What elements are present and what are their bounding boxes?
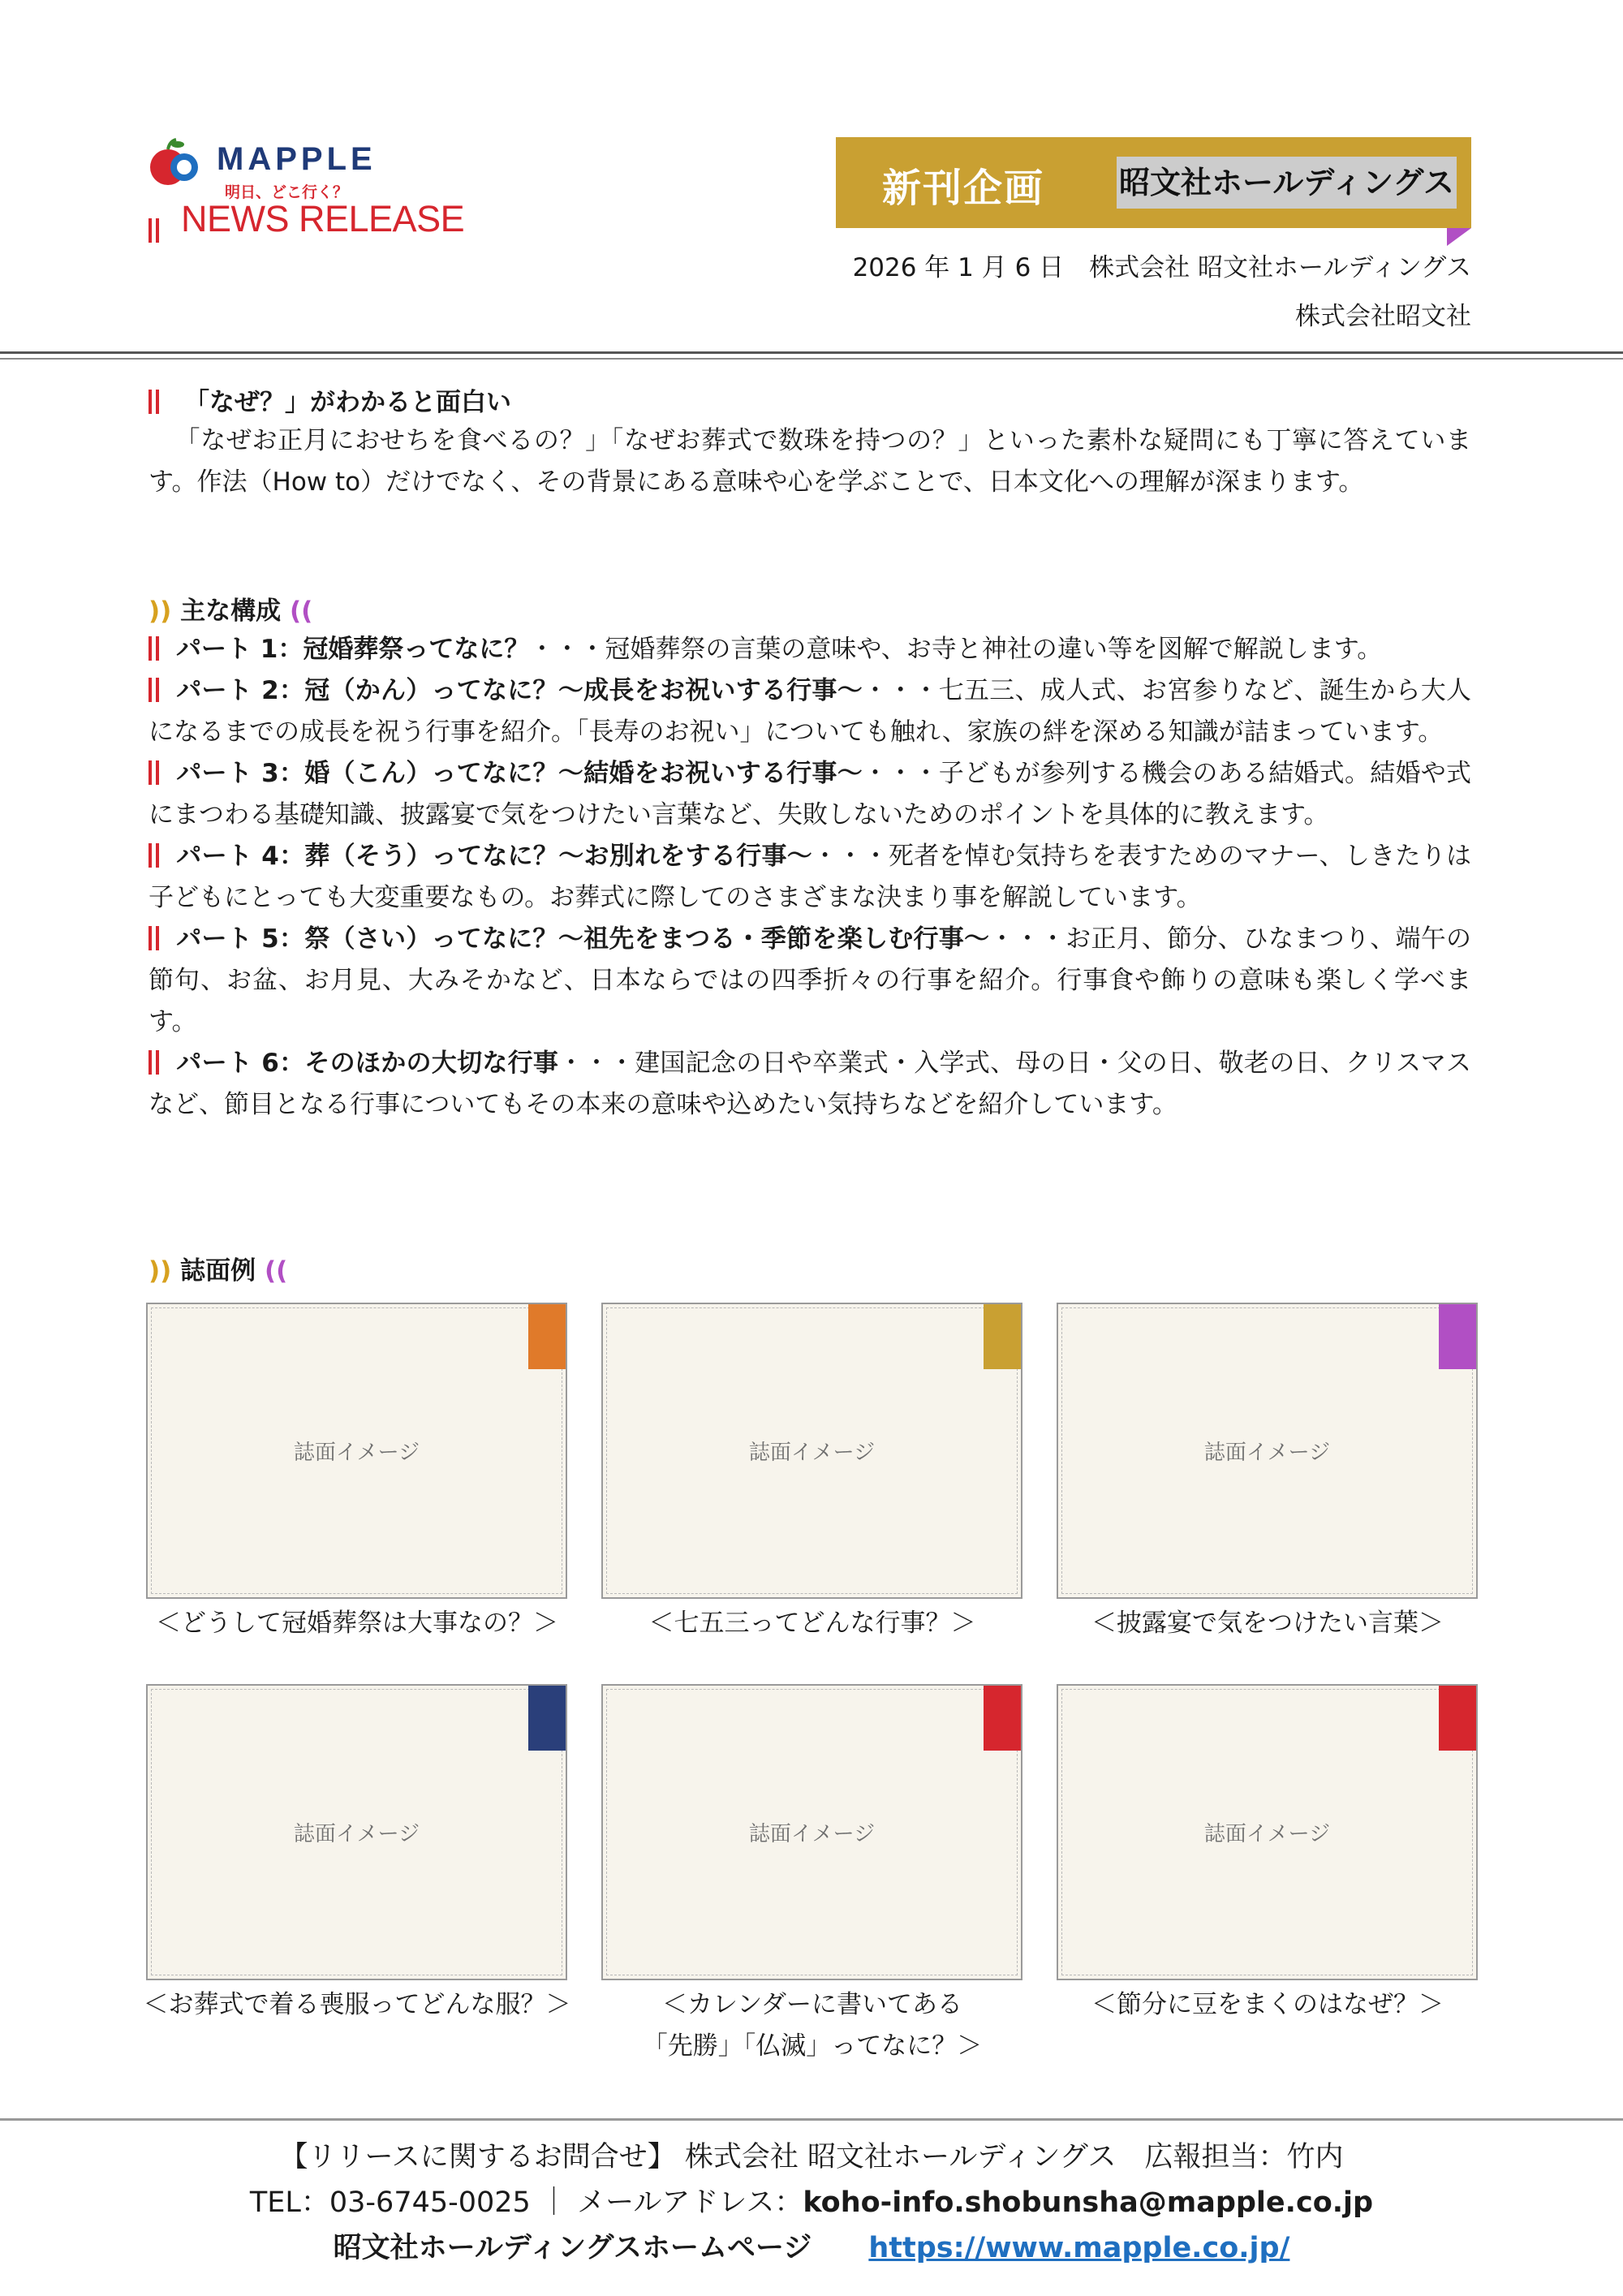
contact-tel-email: [0, 2180, 1623, 2221]
part-title: パート 2：冠（かん）ってなに？～成長をお祝いする行事～: [176, 676, 863, 705]
contact-line: 【リリースに関するお問合せ】 株式会社 昭文社ホールディングス 広報担当：竹内: [279, 2141, 1344, 2173]
news-release-text: NEWS RELEASE: [181, 198, 465, 239]
sample-caption: ＜お葬式で着る喪服ってどんな服？＞: [143, 1990, 571, 2019]
apple-logo-icon: [149, 138, 200, 188]
homepage-label: 昭文社ホールディングスホームページ: [333, 2232, 812, 2264]
part-title: パート 4：葬（そう）ってなに？～お別れをする行事～: [176, 842, 813, 871]
parts-list: [149, 629, 1471, 1126]
image-placeholder: 誌面イメージ: [148, 1304, 566, 1597]
part-item-4: [149, 836, 1471, 919]
banner-company-name: 昭文社ホールディングス: [1118, 165, 1455, 200]
banner-title: 新刊企画: [882, 166, 1045, 211]
page-accent-tab: [528, 1686, 566, 1751]
sample-page-thumbnail: [146, 1303, 567, 1599]
part-title: パート 1：冠婚葬祭ってなに？: [176, 635, 530, 664]
sample-page-thumbnail: [601, 1303, 1022, 1599]
image-placeholder: 誌面イメージ: [603, 1686, 1021, 1979]
section-heading-text: 誌面例: [180, 1256, 256, 1286]
double-bar-icon: [149, 636, 161, 661]
double-bar-icon: [149, 926, 161, 950]
double-bar-icon: [149, 218, 161, 243]
part-title: パート 5：祭（さい）ってなに？～祖先をまつる・季節を楽しむ行事～: [176, 924, 990, 954]
email-link[interactable]: koho-info.shobunsha@mapple.co.jp: [803, 2186, 1374, 2219]
banner-corner-tab-icon: [1447, 228, 1471, 246]
part-item-3: [149, 753, 1471, 836]
part-item-5: [149, 919, 1471, 1043]
section-heading-text: 「なぜ？」がわかると面白い: [184, 388, 511, 417]
part-text: ・・・死者を悼む気持ちを表すためのマナー、しきたりは子どもにとっても大変重要なもの。お葬式に際してのさまざまな決まり事を解説しています。: [149, 842, 1471, 912]
sample-caption: ＜節分に豆をまくのはなぜ？＞: [1091, 1990, 1444, 2019]
double-bar-icon: [149, 843, 161, 868]
homepage-link[interactable]: https://www.mapple.co.jp/: [868, 2232, 1290, 2264]
part-text: ・・・冠婚葬祭の言葉の意味や、お寺と神社の違い等を図解で解説します。: [529, 635, 1383, 664]
part-item-1: [149, 629, 1471, 670]
part-text: ・・・お正月、節分、ひなまつり、端午の節句、お盆、お月見、大みそかなど、日本ならではの四季折々の行事を紹介。行事食や飾りの意味も楽しく学べます。: [149, 924, 1472, 1036]
open-paren-ornament-icon: )): [149, 1256, 172, 1286]
section-body-why: 「なぜお正月におせちを食べるの？」「なぜお葬式で数珠を持つの？」といった素朴な疑問にも丁寧に答えています。作法（How to）だけでなく、その背景にある意味や心を学ぶことで、日本文化への理解が深まります。: [149, 426, 1471, 497]
page-accent-tab: [528, 1304, 566, 1369]
open-paren-ornament-icon: )): [149, 597, 172, 626]
news-release-label: [149, 198, 465, 240]
footer-rule: [0, 2118, 1623, 2121]
sample-caption-line1: ＜カレンダーに書いてある: [662, 1990, 962, 2019]
brand-tagline: 明日、どこ行く？: [225, 183, 349, 201]
image-placeholder: 誌面イメージ: [148, 1686, 566, 1979]
section-heading-samples: [149, 1250, 287, 1286]
sample-page-thumbnail: [1057, 1303, 1478, 1599]
part-text: ・・・建国記念の日や卒業式・入学式、母の日・父の日、敬老の日、クリスマスなど、節目となる行事についてもその本来の意味や込めたい気持ちなどを紹介しています。: [149, 1049, 1471, 1119]
sample-caption: ＜どうして冠婚葬祭は大事なの？＞: [156, 1609, 558, 1638]
part-item-6: [149, 1043, 1471, 1126]
sample-caption-line2: 「先勝」「仏滅」ってなに？＞: [642, 2031, 983, 2061]
image-placeholder: 誌面イメージ: [1058, 1686, 1476, 1979]
close-paren-ornament-icon: ((: [264, 1256, 288, 1286]
part-title: パート 3：婚（こん）ってなに？～結婚をお祝いする行事～: [176, 759, 863, 788]
part-item-2: [149, 670, 1471, 753]
part-text: ・・・七五三、成人式、お宮参りなど、誕生から大人になるまでの成長を祝う行事を紹介。「長寿のお祝い」についても触れ、家族の絆を深める知識が詰まっています。: [149, 676, 1471, 747]
double-bar-icon: [149, 678, 161, 702]
section-heading-why: [149, 381, 511, 418]
part-text: ・・・子どもが参列する機会のある結婚式。結婚や式にまつわる基礎知識、披露宴で気をつけたい言葉など、失敗しないためのポイントを具体的に教えます。: [149, 759, 1471, 829]
section-heading-text: 主な構成: [180, 597, 282, 626]
page-accent-tab: [1439, 1304, 1476, 1369]
section-heading-structure: [149, 590, 312, 627]
double-bar-icon: [149, 1050, 161, 1075]
sample-page-thumbnail: [146, 1684, 567, 1980]
header-rule: [0, 351, 1623, 354]
image-placeholder: 誌面イメージ: [603, 1304, 1021, 1597]
page-accent-tab: [984, 1686, 1021, 1751]
new-title-banner: [836, 137, 1471, 228]
sample-page-thumbnail: [601, 1684, 1022, 1980]
company-name-secondary: 株式会社昭文社: [1295, 302, 1471, 331]
double-bar-icon: [149, 760, 161, 785]
image-placeholder: 誌面イメージ: [1058, 1304, 1476, 1597]
banner-company-chip: [1117, 157, 1457, 209]
page-accent-tab: [1439, 1686, 1476, 1751]
close-paren-ornament-icon: ((: [289, 597, 313, 626]
part-title: パート 6：そのほかの大切な行事: [176, 1049, 559, 1078]
homepage-line: [0, 2225, 1623, 2266]
brand-name: MAPPLE: [217, 141, 377, 177]
sample-page-thumbnail: [1057, 1684, 1478, 1980]
tel-text: TEL：03-6745-0025 ｜ メールアドレス：: [249, 2186, 803, 2219]
sample-caption: ＜七五三ってどんな行事？＞: [648, 1609, 976, 1638]
double-bar-icon: [149, 390, 161, 414]
header-rule-thin: [0, 358, 1623, 360]
page-accent-tab: [984, 1304, 1021, 1369]
mapple-logo: [149, 136, 489, 250]
release-date-and-company: 2026 年 1 月 6 日 株式会社 昭文社ホールディングス: [852, 253, 1471, 282]
sample-caption: ＜披露宴で気をつけたい言葉＞: [1091, 1609, 1444, 1638]
